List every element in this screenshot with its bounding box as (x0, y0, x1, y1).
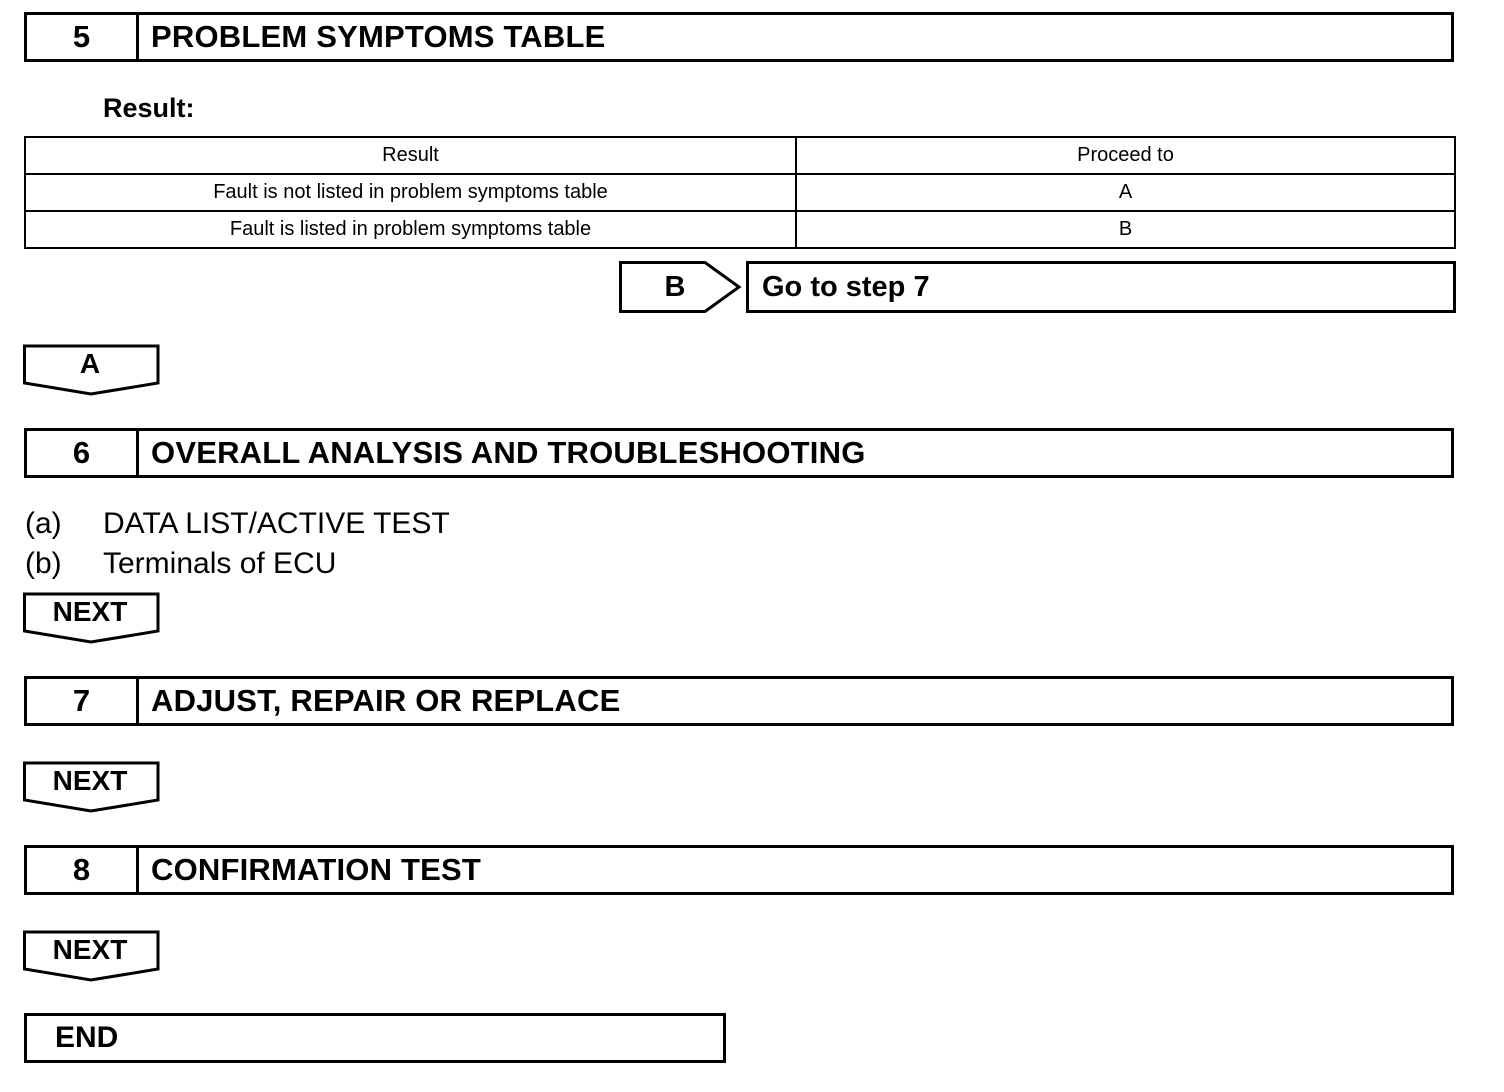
table-header-cell: Result (25, 137, 796, 174)
step-title: OVERALL ANALYSIS AND TROUBLESHOOTING (151, 435, 866, 470)
table-cell: A (796, 174, 1455, 211)
branch-a-label: A (79, 348, 101, 379)
table-cell: B (796, 211, 1455, 248)
result-label: Result: (103, 93, 195, 123)
next-tab[interactable] (22, 930, 162, 982)
step-6-header (24, 428, 1454, 478)
step-number: 8 (27, 848, 139, 892)
table-header-row (25, 137, 1455, 174)
step-number: 7 (27, 679, 139, 723)
item-marker: (a) (25, 507, 62, 540)
table-row (25, 174, 1455, 211)
step-5-header (24, 12, 1454, 62)
branch-b-label: B (664, 270, 686, 303)
item-text: DATA LIST/ACTIVE TEST (103, 507, 450, 540)
table-cell: Fault is not listed in problem symptoms table (25, 174, 796, 211)
next-label: NEXT (52, 765, 128, 796)
list-item (25, 507, 450, 541)
step-title: CONFIRMATION TEST (151, 852, 482, 887)
table-cell: Fault is listed in problem symptoms table (25, 211, 796, 248)
table-header-cell: Proceed to (796, 137, 1455, 174)
branch-b-arrow[interactable] (619, 261, 743, 313)
next-label: NEXT (52, 934, 128, 965)
result-table (24, 136, 1456, 249)
branch-a-tab[interactable] (22, 344, 162, 396)
end-box: END (24, 1013, 726, 1063)
step-title: ADJUST, REPAIR OR REPLACE (151, 683, 621, 718)
next-tab[interactable] (22, 761, 162, 813)
next-label: NEXT (52, 596, 128, 627)
table-row (25, 211, 1455, 248)
next-tab[interactable] (22, 592, 162, 644)
step-7-header (24, 676, 1454, 726)
step-8-header (24, 845, 1454, 895)
item-text: Terminals of ECU (103, 547, 337, 580)
go-to-step-box[interactable]: Go to step 7 (746, 261, 1456, 313)
step-number: 5 (27, 15, 139, 59)
step-title: PROBLEM SYMPTOMS TABLE (151, 19, 606, 54)
list-item (25, 547, 336, 581)
item-marker: (b) (25, 547, 62, 580)
step-number: 6 (27, 431, 139, 475)
